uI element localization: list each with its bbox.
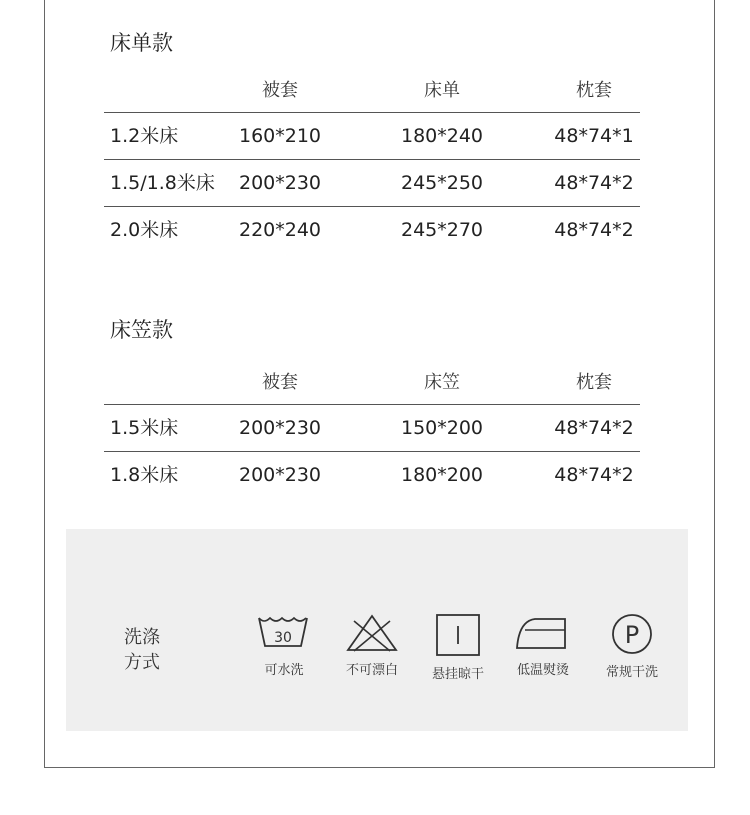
table-header-row [104,72,640,112]
table-cell: 1.5米床 [110,417,179,439]
wash-temp-text: 30 [274,630,292,646]
table-cell: 48*74*2 [554,464,634,486]
table-cell: 1.5/1.8米床 [110,172,215,194]
table-cell: 245*270 [400,219,484,241]
table-row [104,112,640,159]
table-cell: 48*74*2 [554,172,634,194]
dry-clean-letter: P [624,621,640,649]
header-cell: 床单 [424,80,460,101]
table-cell: 48*74*2 [554,417,634,439]
header-cell: 枕套 [576,80,612,101]
table-cell: 48*74*2 [554,219,634,241]
table-row [104,206,640,253]
low-iron-icon [513,613,573,653]
header-cell: 床笠 [424,372,460,393]
table-cell: 160*210 [238,125,322,147]
table-row [104,451,640,498]
care-label [124,625,184,675]
care-item-hang-dry [418,613,498,682]
frame-bottom-border [44,767,715,768]
care-item-label: 可水洗 [264,663,304,678]
care-instructions-panel [66,529,688,731]
dry-clean-icon [609,613,655,655]
table-cell: 2.0米床 [110,219,179,241]
care-label-line1: 洗涤 [124,627,160,648]
sheet-section-title: 床单款 [110,31,173,55]
table-cell: 1.2米床 [110,125,179,147]
care-item-no-bleach [332,613,412,678]
care-item-wash [244,613,324,678]
table-cell: 180*200 [400,464,484,486]
table-cell: 1.8米床 [110,464,179,486]
fitted-section-title: 床笠款 [110,318,173,342]
care-item-label: 低温熨烫 [516,663,569,678]
header-cell: 枕套 [576,372,612,393]
table-cell: 220*240 [238,219,322,241]
care-item-low-iron [503,613,583,678]
care-item-label: 悬挂晾干 [431,667,484,682]
frame-left-border [44,0,45,768]
table-row [104,159,640,206]
table-cell: 200*230 [238,417,322,439]
care-label-line2: 方式 [124,652,160,673]
table-cell: 200*230 [238,172,322,194]
no-bleach-icon [344,613,400,653]
care-item-dry-clean [592,613,672,680]
table-header-row [104,364,640,404]
frame-right-border [714,0,715,768]
care-item-label: 不可漂白 [345,663,398,678]
care-item-label: 常规干洗 [605,665,658,680]
sheet-size-table [104,72,640,253]
table-cell: 150*200 [400,417,484,439]
table-cell: 245*250 [400,172,484,194]
header-cell: 被套 [262,80,298,101]
table-row [104,404,640,451]
hang-dry-icon [430,613,486,657]
wash-30-icon [256,613,312,653]
header-cell: 被套 [262,372,298,393]
table-cell: 180*240 [400,125,484,147]
table-cell: 48*74*1 [554,125,634,147]
table-cell: 200*230 [238,464,322,486]
fitted-size-table [104,364,640,498]
